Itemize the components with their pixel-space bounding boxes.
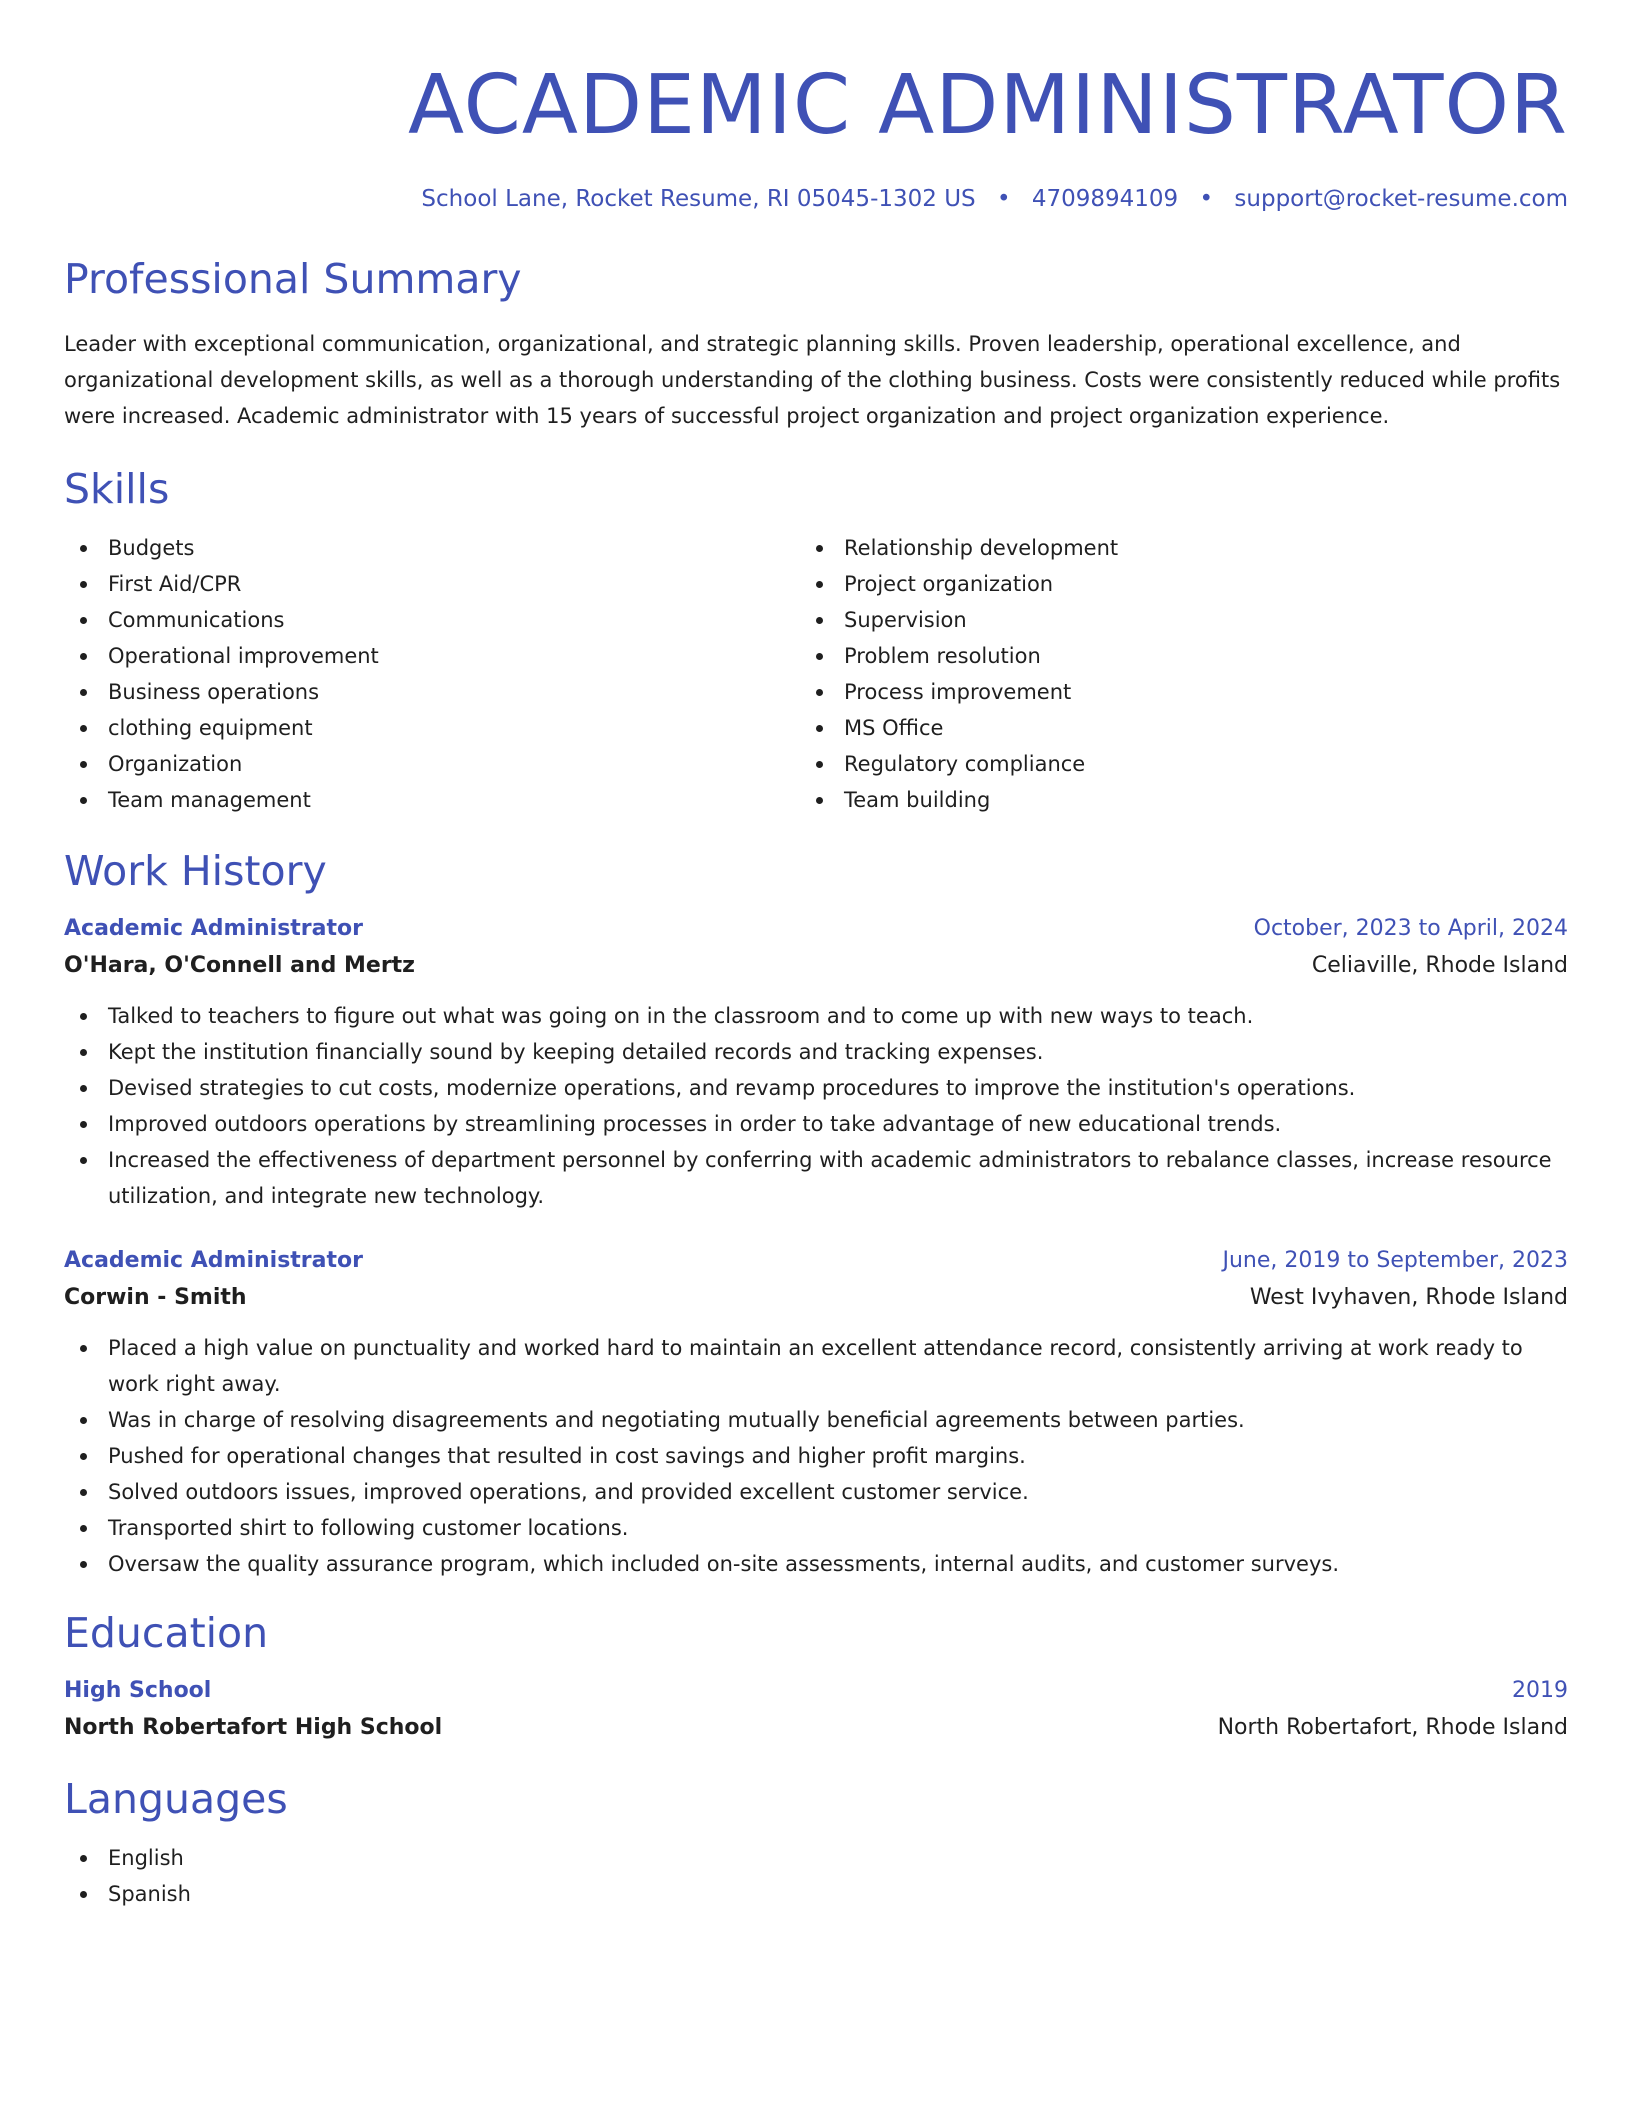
job-title: Academic Administrator — [64, 1248, 363, 1273]
skill-item: Problem resolution — [800, 638, 1536, 674]
languages-heading: Languages — [64, 1775, 288, 1823]
education-school-row — [64, 1708, 1568, 1748]
resume-header — [64, 52, 1568, 214]
contact-phone: 4709894109 — [1031, 186, 1179, 212]
contact-email: support@rocket-resume.com — [1234, 186, 1568, 212]
education-heading: Education — [64, 1609, 269, 1657]
education-location: North Robertafort, Rhode Island — [1217, 1715, 1568, 1740]
skill-item: Communications — [64, 602, 800, 638]
skill-item: Relationship development — [800, 530, 1536, 566]
summary-heading: Professional Summary — [64, 255, 522, 303]
job-company: Corwin - Smith — [64, 1285, 247, 1310]
job-location: Celiaville, Rhode Island — [1311, 953, 1568, 978]
job-employer-row — [64, 1278, 1568, 1318]
skill-item: Supervision — [800, 602, 1536, 638]
skill-item: Team management — [64, 782, 800, 818]
job-dates: October, 2023 to April, 2024 — [1253, 916, 1568, 941]
contact-line — [64, 184, 1568, 214]
skill-item: Project organization — [800, 566, 1536, 602]
skills-heading: Skills — [64, 465, 170, 513]
job-duty: Placed a high value on punctuality and worked hard to maintain an excellent attendance record, consistently arriving at work ready to work right away. — [64, 1330, 1568, 1402]
job-duty: Was in charge of resolving disagreements and negotiating mutually beneficial agreements between parties. — [64, 1402, 1568, 1438]
job-duty: Kept the institution financially sound by keeping detailed records and tracking expenses. — [64, 1034, 1568, 1070]
job-duty: Solved outdoors issues, improved operations, and provided excellent customer service. — [64, 1474, 1568, 1510]
job-header-row — [64, 912, 1568, 946]
skill-item: Business operations — [64, 674, 800, 710]
skill-item: Organization — [64, 746, 800, 782]
job-duties-list — [64, 998, 1568, 1214]
skill-item: Team building — [800, 782, 1536, 818]
work-history-heading: Work History — [64, 847, 327, 895]
education-year: 2019 — [1512, 1678, 1568, 1703]
skills-column-right — [800, 530, 1536, 818]
languages-list — [64, 1840, 1568, 1912]
education-school: North Robertafort High School — [64, 1715, 443, 1740]
skill-item: Process improvement — [800, 674, 1536, 710]
contact-separator: • — [1199, 186, 1214, 212]
contact-address: School Lane, Rocket Resume, RI 05045-1302 US — [421, 186, 976, 212]
education-degree: High School — [64, 1678, 212, 1703]
job-duty: Pushed for operational changes that resulted in cost savings and higher profit margins. — [64, 1438, 1568, 1474]
language-item: Spanish — [64, 1876, 1568, 1912]
skills-grid — [64, 530, 1568, 818]
job-location: West Ivyhaven, Rhode Island — [1249, 1285, 1568, 1310]
job-entry — [64, 1244, 1568, 1582]
education-entry — [64, 1674, 1568, 1748]
skill-item: Operational improvement — [64, 638, 800, 674]
job-dates: June, 2019 to September, 2023 — [1222, 1248, 1568, 1273]
language-item: English — [64, 1840, 1568, 1876]
candidate-name: ACADEMIC ADMINISTRATOR — [407, 58, 1568, 153]
job-company: O'Hara, O'Connell and Mertz — [64, 953, 415, 978]
job-duty: Talked to teachers to figure out what was going on in the classroom and to come up with new ways to teach. — [64, 998, 1568, 1034]
job-header-row — [64, 1244, 1568, 1278]
contact-separator: • — [996, 186, 1011, 212]
skill-item: First Aid/CPR — [64, 566, 800, 602]
job-title: Academic Administrator — [64, 916, 363, 941]
job-entry — [64, 912, 1568, 1214]
job-duty: Oversaw the quality assurance program, which included on-site assessments, internal audits, and customer surveys. — [64, 1546, 1568, 1582]
job-duty: Improved outdoors operations by streamlining processes in order to take advantage of new educational trends. — [64, 1106, 1568, 1142]
skill-item: Regulatory compliance — [800, 746, 1536, 782]
job-duties-list — [64, 1330, 1568, 1582]
skill-item: MS Office — [800, 710, 1536, 746]
skill-item: Budgets — [64, 530, 800, 566]
education-header-row — [64, 1674, 1568, 1708]
job-duty: Devised strategies to cut costs, modernize operations, and revamp procedures to improve the institution's operations. — [64, 1070, 1568, 1106]
summary-text: Leader with exceptional communication, organizational, and strategic planning skills. Proven leadership, operational excellence, and organizational development skills, as well as a thorough understanding of the clothing business. Costs were consistently reduced while profits were increased. Academic administrator with 15 years of successful project organization and project organization experience. — [64, 332, 1561, 428]
job-duty: Increased the effectiveness of department personnel by conferring with academic administrators to rebalance classes, increase resource utilization, and integrate new technology. — [64, 1142, 1568, 1214]
job-duty: Transported shirt to following customer locations. — [64, 1510, 1568, 1546]
skill-item: clothing equipment — [64, 710, 800, 746]
job-employer-row — [64, 946, 1568, 986]
skills-column-left — [64, 530, 800, 818]
